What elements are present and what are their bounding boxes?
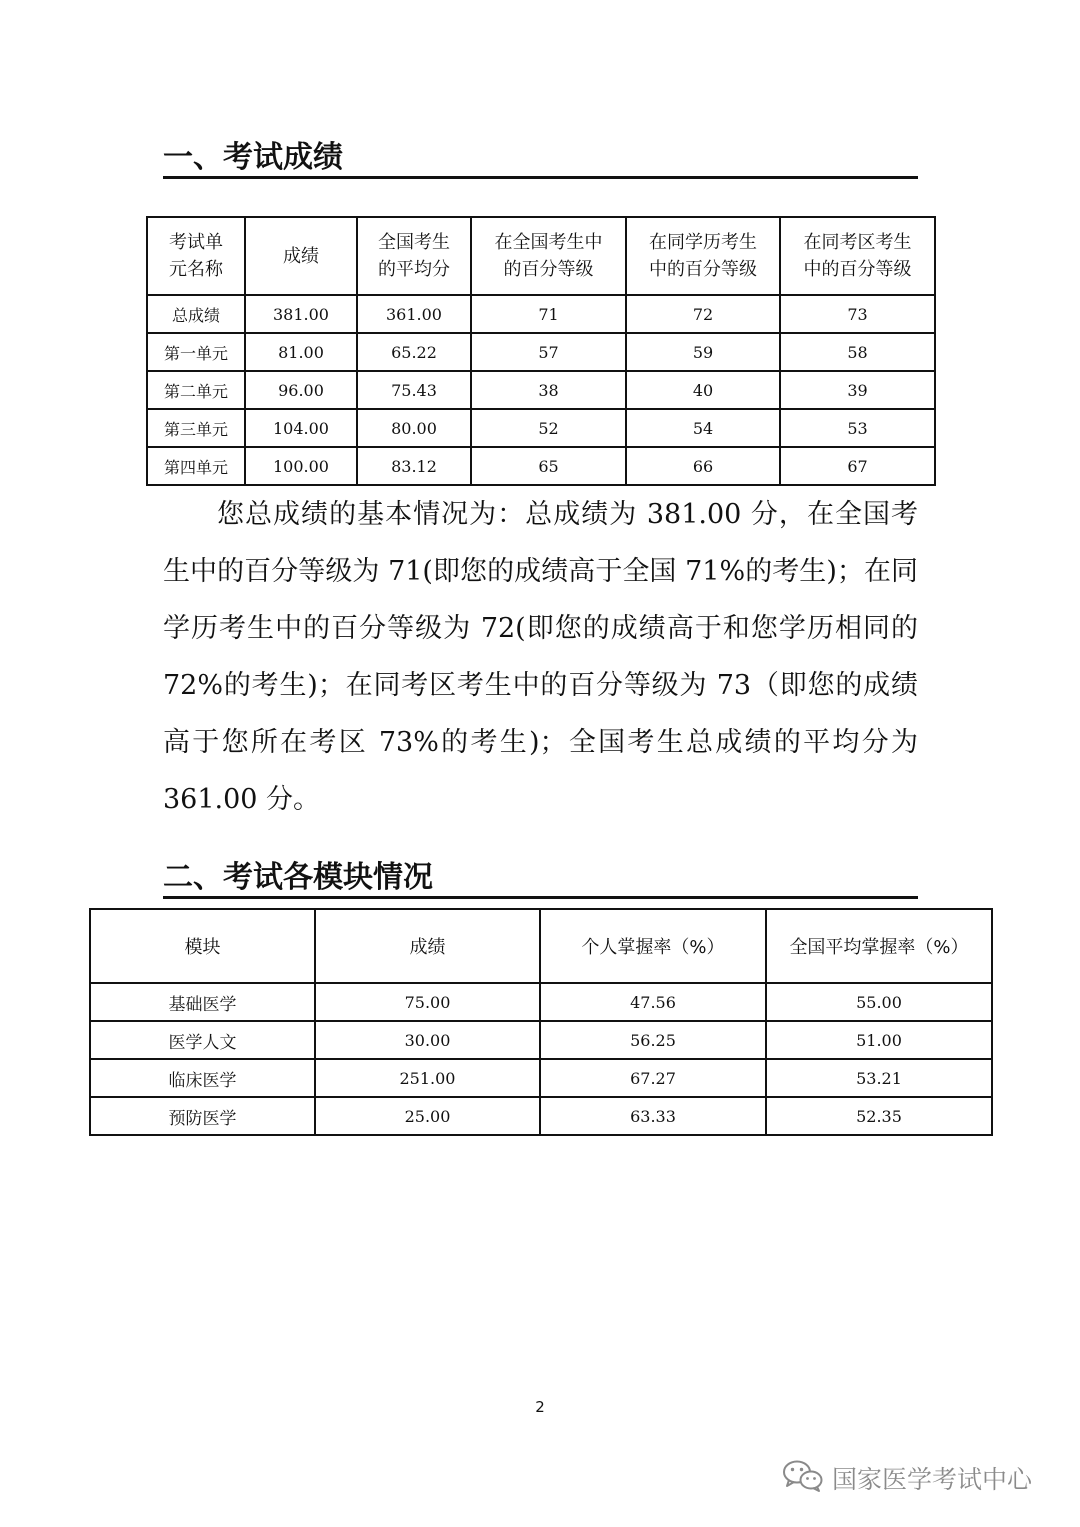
table-cell: 66 — [626, 447, 780, 485]
table-cell: 75.43 — [357, 371, 471, 409]
table-cell: 251.00 — [315, 1059, 540, 1097]
table-cell: 81.00 — [245, 333, 357, 371]
wechat-icon — [782, 1459, 824, 1497]
table-row — [90, 1097, 992, 1135]
table-cell: 51.00 — [766, 1021, 992, 1059]
table-cell: 65.22 — [357, 333, 471, 371]
table-cell: 第二单元 — [147, 371, 245, 409]
watermark-text: 国家医学考试中心 — [832, 1465, 1033, 1494]
table-cell: 55.00 — [766, 983, 992, 1021]
table-cell: 临床医学 — [90, 1059, 315, 1097]
table-cell: 第四单元 — [147, 447, 245, 485]
table-cell: 65 — [471, 447, 626, 485]
table-cell: 52.35 — [766, 1097, 992, 1135]
header-cell: 成绩 — [315, 909, 540, 983]
table-row — [90, 1059, 992, 1097]
header-cell: 全国平均掌握率（%） — [766, 909, 992, 983]
table-cell: 57 — [471, 333, 626, 371]
table-cell: 预防医学 — [90, 1097, 315, 1135]
table-cell: 100.00 — [245, 447, 357, 485]
header-cell: 模块 — [90, 909, 315, 983]
table-cell: 54 — [626, 409, 780, 447]
table-cell: 75.00 — [315, 983, 540, 1021]
table-cell: 第三单元 — [147, 409, 245, 447]
table-cell: 40 — [626, 371, 780, 409]
table-cell: 医学人文 — [90, 1021, 315, 1059]
watermark — [782, 1458, 1032, 1498]
exam-scores-table — [146, 216, 936, 486]
table-cell: 52 — [471, 409, 626, 447]
table-cell: 73 — [780, 295, 935, 333]
table-cell: 53.21 — [766, 1059, 992, 1097]
table-cell: 39 — [780, 371, 935, 409]
table-cell: 59 — [626, 333, 780, 371]
header-cell: 个人掌握率（%） — [540, 909, 766, 983]
table-row — [147, 333, 935, 371]
table-cell: 53 — [780, 409, 935, 447]
table-row — [147, 409, 935, 447]
table-cell: 96.00 — [245, 371, 357, 409]
table-cell: 72 — [626, 295, 780, 333]
header-cell: 全国考生 的平均分 — [357, 217, 471, 295]
table-cell: 58 — [780, 333, 935, 371]
table-cell: 71 — [471, 295, 626, 333]
table-cell: 总成绩 — [147, 295, 245, 333]
table-row — [90, 1021, 992, 1059]
table-cell: 基础医学 — [90, 983, 315, 1021]
table-row — [147, 295, 935, 333]
section-title-exam-scores: 一、考试成绩 — [163, 140, 918, 179]
table-cell: 63.33 — [540, 1097, 766, 1135]
table-header-row — [90, 909, 992, 983]
table-cell: 381.00 — [245, 295, 357, 333]
table-cell: 67 — [780, 447, 935, 485]
header-cell: 考试单 元名称 — [147, 217, 245, 295]
table-cell: 361.00 — [357, 295, 471, 333]
header-cell: 在同考区考生 中的百分等级 — [780, 217, 935, 295]
header-cell: 在全国考生中 的百分等级 — [471, 217, 626, 295]
header-cell: 成绩 — [245, 217, 357, 295]
table-row — [147, 371, 935, 409]
module-results-table — [89, 908, 993, 1136]
table-cell: 30.00 — [315, 1021, 540, 1059]
table-cell: 104.00 — [245, 409, 357, 447]
page-number: 2 — [535, 1398, 545, 1416]
table-header-row — [147, 217, 935, 295]
table-row — [147, 447, 935, 485]
table-cell: 25.00 — [315, 1097, 540, 1135]
table-cell: 第一单元 — [147, 333, 245, 371]
table-cell: 56.25 — [540, 1021, 766, 1059]
table-cell: 38 — [471, 371, 626, 409]
table-cell: 47.56 — [540, 983, 766, 1021]
table-row — [90, 983, 992, 1021]
header-cell: 在同学历考生 中的百分等级 — [626, 217, 780, 295]
section-title-module-results: 二、考试各模块情况 — [163, 860, 918, 899]
score-summary-paragraph: 您总成绩的基本情况为：总成绩为 381.00 分，在全国考生中的百分等级为 71(即您的成绩高于全国 71%的考生)；在同学历考生中的百分等级为 72(即您的成绩高于和您学历相同的 72%的考生)；在同考区考生中的百分等级为 73（即您的成绩高于您所在考区 73%的考生)；全国考生总成绩的平均分为 361.00 分。 — [163, 499, 918, 815]
table-cell: 67.27 — [540, 1059, 766, 1097]
table-cell: 80.00 — [357, 409, 471, 447]
table-cell: 83.12 — [357, 447, 471, 485]
